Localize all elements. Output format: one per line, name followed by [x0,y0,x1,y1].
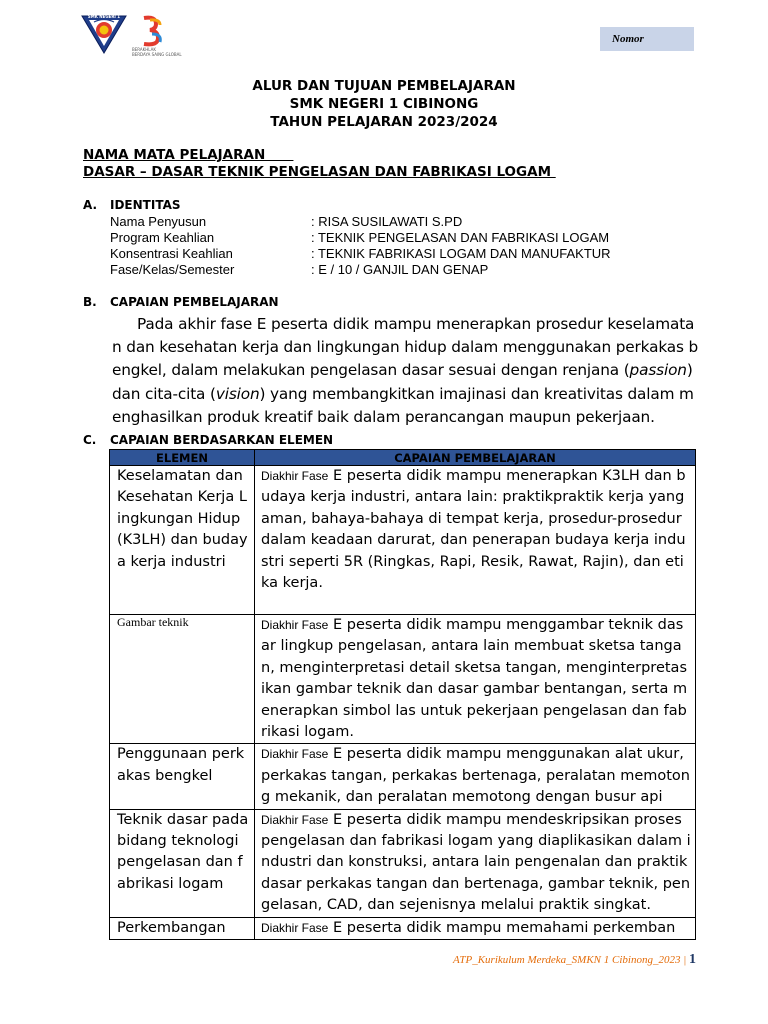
capaian-text: E peserta didik mampu menggunakan alat ukur, perkakas tangan, perkakas bertenaga, peralatan memotong mekanik, dan peralatan memotong dengan busur api [261,746,690,806]
elemen-cell: Penggunaan perkakas bengkel [110,744,255,809]
brand-logo-subcaption: BERDAYA SAING GLOBAL [132,52,182,57]
elemen-cell: Perkembangan [110,917,255,939]
col-header-elemen: ELEMEN [110,450,255,466]
table-row [110,615,696,744]
school-logo-text: SMK NEGERI 1 [87,14,121,19]
capaian-prefix: Diakhir Fase [261,812,329,827]
section-a-letter: A. [83,198,98,212]
doc-title-line1: ALUR DAN TUJUAN PEMBELAJARAN [252,78,516,94]
brand-logo-text [132,47,188,57]
identity-value: : TEKNIK FABRIKASI LOGAM DAN MANUFAKTUR [311,246,611,261]
capaian-cell [255,809,696,917]
paragraph-emphasis: vision [215,384,260,403]
capaian-cell [255,917,696,939]
elemen-cell: Teknik dasar pada bidang teknologi pengelasan dan fabrikasi logam [110,809,255,917]
capaian-text: E peserta didik mampu menggambar teknik dasar lingkup pengelasan, antara lain membuat sketsa tangan, menginterpretasi detail sketsa tangan, menginterpretasikan gambar teknik dan dasar gambar bentangan, serta menerapkan simbol las untuk pekerjaan pengelasan dan fabrikasi logam. [261,617,688,741]
elemen-text: Gambar teknik [117,615,189,629]
capaian-cell [255,615,696,744]
identity-value: : E / 10 / GANJIL DAN GENAP [311,262,489,277]
capaian-text: E peserta didik mampu memahami perkemban [328,919,676,936]
capaian-prefix: Diakhir Fase [261,469,329,483]
paragraph-emphasis: passion [629,361,687,380]
elemen-cell: Keselamatan dan Kesehatan Kerja Lingkungan Hidup (K3LH) dan budaya kerja industri [110,466,255,615]
table-header-row [110,450,696,466]
capaian-prefix: Diakhir Fase [261,920,329,935]
capaian-cell [255,466,696,615]
capaian-table [109,449,696,940]
paragraph-text: ) yang membangkitkan imajinasi dan kreativitas dalam menghasilkan produk kreatif baik dalam perancangan maupun pekerjaan. [112,384,694,426]
section-b-title: CAPAIAN PEMBELAJARAN [110,295,279,309]
doc-title-line3: TAHUN PELAJARAN 2023/2024 [270,114,498,130]
subject-name: DASAR – DASAR TEKNIK PENGELASAN DAN FABRIKASI LOGAM [83,164,556,180]
capaian-prefix: Diakhir Fase [261,618,329,632]
subject-heading: NAMA MATA PELAJARAN [83,147,294,163]
brand-logo-caption: BERAKHLAK [132,47,156,52]
section-b-letter: B. [83,295,97,309]
doc-title-line2: SMK NEGERI 1 CIBINONG [289,96,479,112]
section-a-title: IDENTITAS [110,198,181,212]
section-c-title: CAPAIAN BERDASARKAN ELEMEN [110,433,334,447]
identity-label: Program Keahlian [110,230,215,245]
table-row [110,917,696,939]
capaian-paragraph [112,313,702,429]
nomor-box: Nomor [600,27,694,51]
identity-label: Konsentrasi Keahlian [110,246,233,261]
page-number: 1 [689,952,696,967]
identity-value: : TEKNIK PENGELASAN DAN FABRIKASI LOGAM [311,230,610,245]
section-c-letter: C. [83,433,97,447]
table-row [110,809,696,917]
capaian-prefix: Diakhir Fase [261,747,329,762]
capaian-text: E peserta didik mampu mendeskripsikan proses pengelasan dan fabrikasi logam yang diaplikasikan dalam industri dan konstruksi, antara lain pengenalan dan praktik dasar perkakas tangan dan bertenaga, gambar teknik, pengelasan, CAD, dan sejenisnya melalui praktik singkat. [261,811,691,914]
capaian-text: E peserta didik mampu menerapkan K3LH dan budaya kerja industri, antara lain: praktikpraktik kerja yang aman, bahaya-bahaya di tempat kerja, prosedur-prosedur dalam keadaan darurat, dan penerapan budaya kerja industri seperti 5R (Ringkas, Rapi, Resik, Rawat, Rajin), dan etika kerja. [261,468,686,592]
footer-text: ATP_Kurikulum Merdeka_SMKN 1 Cibinong_2023 | [453,954,687,966]
elemen-cell [110,615,255,744]
school-logo [80,14,128,54]
table-row [110,744,696,809]
capaian-cell [255,744,696,809]
col-header-capaian: CAPAIAN PEMBELAJARAN [255,450,696,466]
identity-label: Fase/Kelas/Semester [110,262,235,277]
paragraph-text: Pada akhir fase E peserta didik mampu menerapkan prosedur keselamatan dan kesehatan kerja dan lingkungan hidup dalam menggunakan perkakas bengkel, dalam melakukan pengelasan dasar sesuai dengan renjana ( [112,315,699,380]
identity-label: Nama Penyusun [110,214,207,229]
table-row [110,466,696,615]
paragraph-text: ) dan cita-cita ( [112,361,693,403]
page-footer [453,952,696,968]
identity-value: : RISA SUSILAWATI S.PD [311,214,463,229]
